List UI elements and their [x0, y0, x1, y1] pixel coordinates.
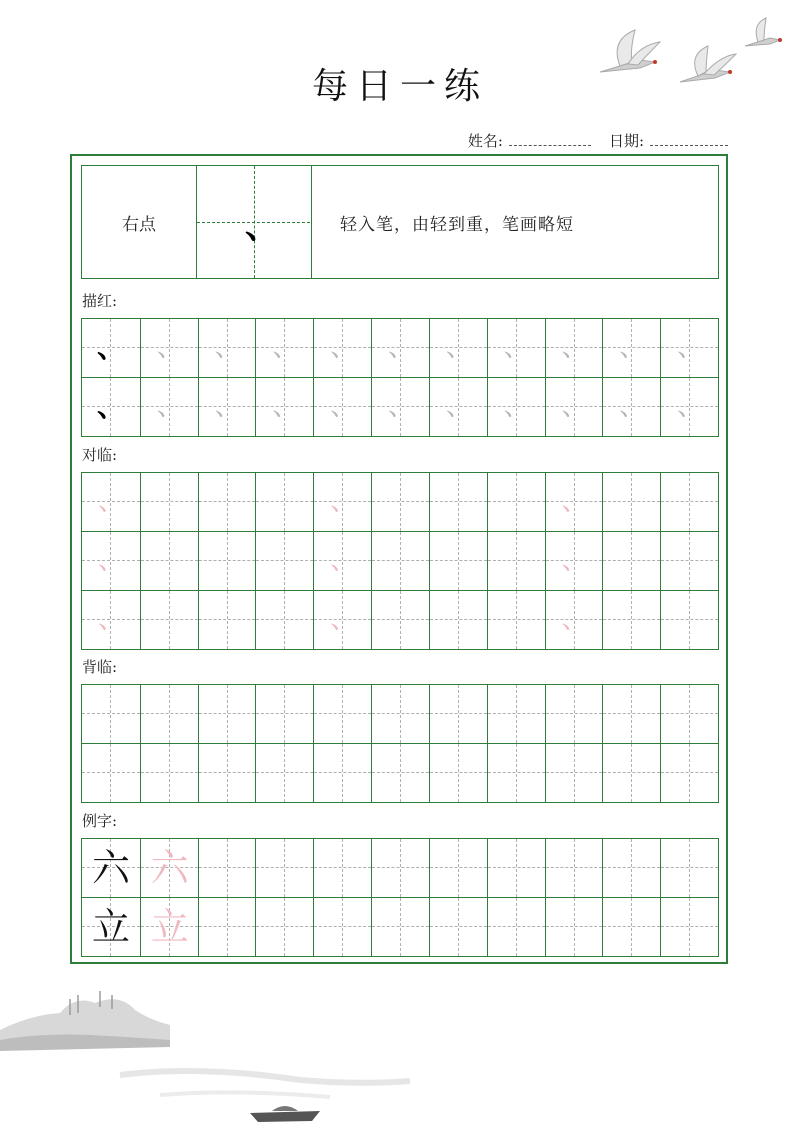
practice-cell[interactable]	[487, 898, 545, 956]
section-label-beilin: 背临:	[82, 658, 118, 676]
practice-cell[interactable]	[255, 378, 313, 436]
landscape-illustration	[0, 985, 420, 1132]
practice-cell[interactable]	[313, 839, 371, 897]
practice-cell[interactable]	[255, 685, 313, 743]
grid-character: 、	[561, 392, 588, 422]
practice-cell[interactable]	[487, 378, 545, 436]
practice-cell[interactable]	[371, 898, 429, 956]
grid-row	[82, 743, 718, 802]
practice-cell[interactable]	[313, 898, 371, 956]
page-title: 每日一练	[311, 66, 488, 107]
practice-cell[interactable]	[198, 532, 256, 590]
practice-cell[interactable]	[140, 378, 198, 436]
grid-row	[82, 531, 718, 590]
grid-character: 、	[561, 605, 588, 635]
practice-cell[interactable]	[255, 898, 313, 956]
practice-cell[interactable]	[545, 591, 603, 649]
practice-cell[interactable]	[429, 591, 487, 649]
grid-character: 、	[272, 333, 299, 363]
grid-character: 、	[503, 392, 530, 422]
grid-beilin[interactable]	[81, 684, 719, 803]
grid-row	[82, 685, 718, 743]
practice-cell[interactable]	[140, 591, 198, 649]
practice-cell[interactable]	[82, 473, 140, 531]
practice-cell[interactable]	[82, 532, 140, 590]
grid-character: 、	[214, 333, 241, 363]
grid-character: 、	[388, 392, 415, 422]
practice-cell[interactable]	[140, 898, 198, 956]
practice-cell[interactable]	[602, 685, 660, 743]
grid-row	[82, 839, 718, 897]
stroke-name: 右点	[82, 166, 197, 278]
grid-character: 立	[91, 905, 130, 949]
practice-cell[interactable]	[198, 591, 256, 649]
practice-cell[interactable]	[660, 378, 718, 436]
practice-cell[interactable]	[429, 839, 487, 897]
grid-character: 、	[272, 392, 299, 422]
practice-cell[interactable]	[255, 319, 313, 377]
grid-row	[82, 590, 718, 649]
grid-character: 、	[677, 333, 704, 363]
grid-character: 、	[330, 333, 357, 363]
practice-cell[interactable]	[198, 319, 256, 377]
grid-character: 、	[503, 333, 530, 363]
grid-character: 、	[97, 546, 124, 576]
practice-cell[interactable]	[545, 532, 603, 590]
practice-cell[interactable]	[545, 319, 603, 377]
practice-cell[interactable]	[371, 744, 429, 802]
practice-cell[interactable]	[313, 532, 371, 590]
grid-character: 、	[677, 392, 704, 422]
practice-cell[interactable]	[602, 591, 660, 649]
practice-cell[interactable]	[660, 744, 718, 802]
grid-character: 、	[445, 333, 472, 363]
practice-cell[interactable]	[313, 685, 371, 743]
date-label: 日期:	[608, 132, 644, 150]
practice-cell[interactable]	[198, 744, 256, 802]
grid-character: 、	[96, 390, 125, 423]
info-line	[468, 130, 728, 151]
practice-cell[interactable]	[140, 319, 198, 377]
grid-character: 六	[150, 846, 189, 890]
date-field[interactable]	[609, 130, 728, 151]
practice-cell[interactable]	[82, 685, 140, 743]
grid-character: 立	[150, 905, 189, 949]
practice-cell[interactable]	[82, 898, 140, 956]
grid-character: 、	[330, 546, 357, 576]
practice-cell[interactable]	[255, 473, 313, 531]
stroke-header	[81, 165, 719, 279]
practice-cell[interactable]	[487, 685, 545, 743]
practice-cell[interactable]	[602, 744, 660, 802]
section-label-lizi: 例字:	[82, 812, 118, 830]
practice-cell[interactable]	[602, 473, 660, 531]
practice-cell[interactable]	[255, 839, 313, 897]
practice-cell[interactable]	[602, 378, 660, 436]
practice-cell[interactable]	[429, 378, 487, 436]
practice-cell[interactable]	[429, 744, 487, 802]
grid-character: 、	[97, 487, 124, 517]
practice-cell[interactable]	[198, 839, 256, 897]
practice-cell[interactable]	[660, 839, 718, 897]
practice-cell[interactable]	[371, 839, 429, 897]
section-label-duilin: 对临:	[82, 446, 118, 464]
practice-cell[interactable]	[82, 591, 140, 649]
grid-character: 、	[561, 546, 588, 576]
practice-cell[interactable]	[545, 898, 603, 956]
practice-cell[interactable]	[429, 532, 487, 590]
practice-cell[interactable]	[82, 744, 140, 802]
practice-cell[interactable]	[660, 591, 718, 649]
practice-cell[interactable]	[371, 319, 429, 377]
practice-cell[interactable]	[429, 898, 487, 956]
practice-cell[interactable]	[602, 532, 660, 590]
practice-cell[interactable]	[140, 532, 198, 590]
practice-cell[interactable]	[140, 839, 198, 897]
practice-cell[interactable]	[487, 473, 545, 531]
practice-cell[interactable]	[487, 839, 545, 897]
stroke-glyph: 、	[245, 207, 279, 247]
practice-cell[interactable]	[660, 473, 718, 531]
practice-cell[interactable]	[660, 685, 718, 743]
practice-cell[interactable]	[487, 591, 545, 649]
practice-cell[interactable]	[313, 473, 371, 531]
practice-cell[interactable]	[198, 473, 256, 531]
practice-cell[interactable]	[313, 378, 371, 436]
practice-cell[interactable]	[487, 744, 545, 802]
practice-cell[interactable]	[429, 685, 487, 743]
grid-character: 、	[156, 392, 183, 422]
practice-cell[interactable]	[140, 744, 198, 802]
practice-cell[interactable]	[313, 591, 371, 649]
practice-cell[interactable]	[313, 744, 371, 802]
grid-row	[82, 897, 718, 956]
practice-cell[interactable]	[602, 839, 660, 897]
practice-cell[interactable]	[82, 378, 140, 436]
practice-cell[interactable]	[371, 378, 429, 436]
grid-character: 、	[330, 392, 357, 422]
practice-cell[interactable]	[429, 319, 487, 377]
practice-cell[interactable]	[198, 898, 256, 956]
grid-character: 、	[445, 392, 472, 422]
practice-cell[interactable]	[371, 473, 429, 531]
grid-row	[82, 319, 718, 377]
practice-cell[interactable]	[660, 532, 718, 590]
grid-row	[82, 473, 718, 531]
grid-character: 、	[619, 392, 646, 422]
practice-cell[interactable]	[82, 319, 140, 377]
grid-character: 、	[388, 333, 415, 363]
stroke-description: 轻入笔，由轻到重，笔画略短	[340, 214, 574, 235]
practice-cell[interactable]	[371, 591, 429, 649]
name-field[interactable]	[468, 130, 591, 151]
practice-cell[interactable]	[255, 591, 313, 649]
practice-cell[interactable]	[545, 473, 603, 531]
grid-character: 、	[330, 605, 357, 635]
grid-character: 、	[156, 333, 183, 363]
grid-character: 六	[91, 846, 130, 890]
grid-character: 、	[330, 487, 357, 517]
stroke-demo-cell	[197, 166, 312, 278]
practice-cell[interactable]	[545, 685, 603, 743]
practice-cell[interactable]	[82, 839, 140, 897]
grid-row	[82, 377, 718, 436]
practice-cell[interactable]	[660, 319, 718, 377]
practice-cell[interactable]	[487, 319, 545, 377]
grid-character: 、	[561, 487, 588, 517]
practice-cell[interactable]	[545, 378, 603, 436]
grid-character: 、	[96, 331, 125, 364]
practice-cell[interactable]	[602, 898, 660, 956]
grid-character: 、	[619, 333, 646, 363]
practice-cell[interactable]	[545, 839, 603, 897]
practice-cell[interactable]	[371, 532, 429, 590]
grid-character: 、	[97, 605, 124, 635]
practice-cell[interactable]	[313, 319, 371, 377]
grid-duilin[interactable]	[81, 472, 719, 650]
practice-cell[interactable]	[140, 473, 198, 531]
name-label: 姓名:	[467, 132, 503, 150]
practice-cell[interactable]	[255, 532, 313, 590]
practice-cell[interactable]	[198, 378, 256, 436]
practice-cell[interactable]	[140, 685, 198, 743]
practice-cell[interactable]	[545, 744, 603, 802]
practice-cell[interactable]	[429, 473, 487, 531]
practice-cell[interactable]	[487, 532, 545, 590]
grid-character: 、	[561, 333, 588, 363]
practice-cell[interactable]	[198, 685, 256, 743]
practice-cell[interactable]	[660, 898, 718, 956]
grid-lizi[interactable]	[81, 838, 719, 957]
practice-cell[interactable]	[371, 685, 429, 743]
grid-character: 、	[214, 392, 241, 422]
grid-miaohong[interactable]	[81, 318, 719, 437]
cranes-illustration	[580, 10, 790, 100]
section-label-miaohong: 描红:	[82, 292, 118, 310]
practice-cell[interactable]	[255, 744, 313, 802]
practice-cell[interactable]	[602, 319, 660, 377]
